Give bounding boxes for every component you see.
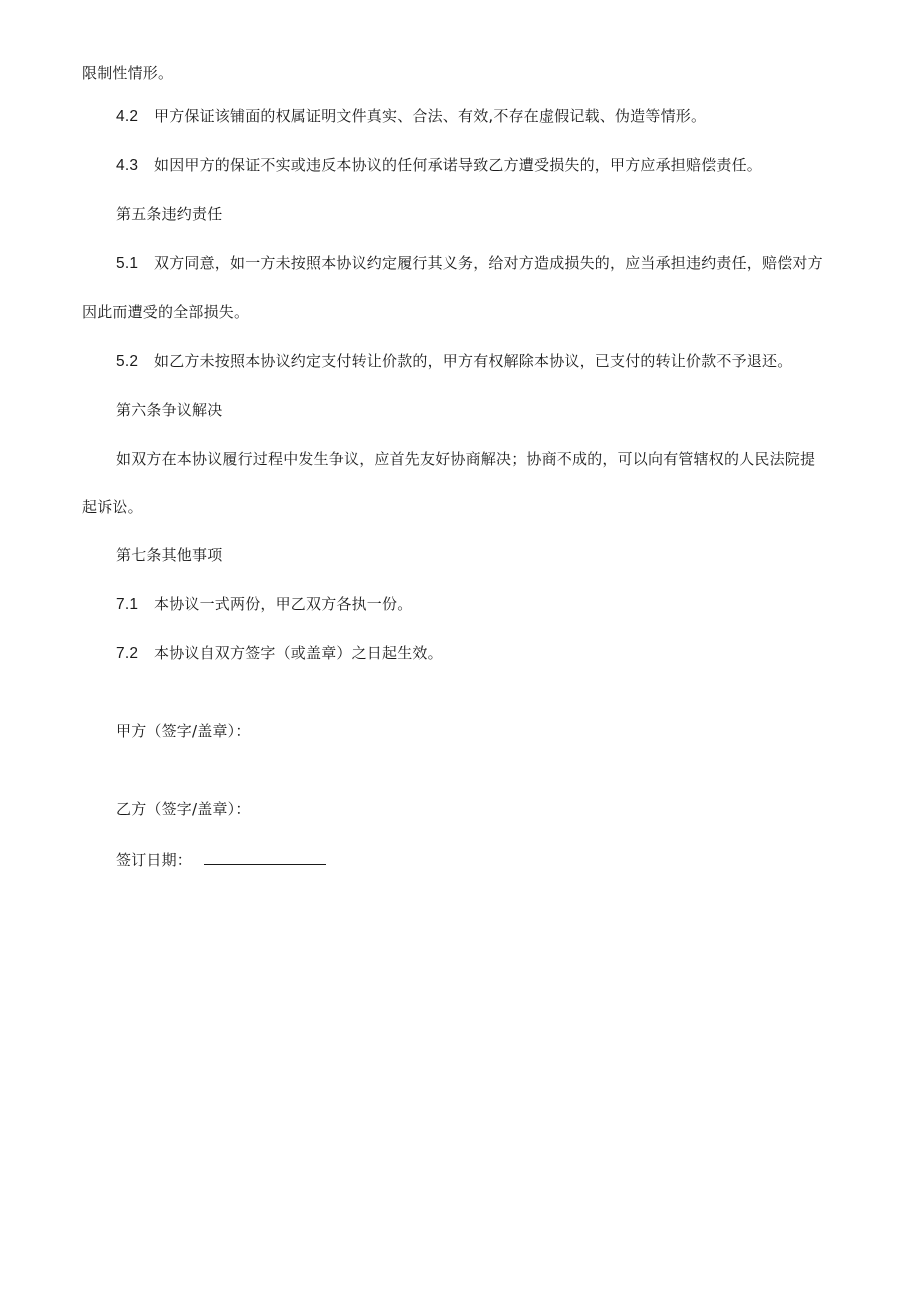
- clause-text: 如因甲方的保证不实或违反本协议的任何承诺导致乙方遭受损失的，甲方应承担赔偿责任。: [154, 156, 763, 174]
- article-title: 第七条其他事项: [116, 546, 223, 564]
- article-6-heading: [116, 400, 222, 420]
- article-6-text-continued: [82, 497, 143, 517]
- paragraph-text: 起诉讼。: [82, 498, 143, 516]
- clause-5-2: [116, 351, 792, 372]
- date-label: 签订日期：: [116, 851, 193, 869]
- clause-text: 如乙方未按照本协议约定支付转让价款的，甲方有权解除本协议，已支付的转让价款不予退还。: [154, 352, 793, 370]
- clause-number: 5.2: [116, 353, 139, 370]
- article-7-heading: [116, 545, 222, 565]
- clause-5-1-continued: [82, 302, 249, 322]
- clause-7-2: [116, 643, 443, 664]
- article-title: 第五条违约责任: [116, 205, 223, 223]
- signing-date: [116, 848, 326, 870]
- clause-text: 甲方保证该铺面的权属证明文件真实、合法、有效,不存在虚假记载、伪造等情形。: [154, 107, 707, 125]
- clause-number: 4.3: [116, 157, 139, 174]
- clause-number: 7.2: [116, 645, 139, 662]
- article-6-text: [116, 449, 815, 469]
- clause-7-1: [116, 594, 412, 615]
- clause-text: 因此而遭受的全部损失。: [82, 303, 250, 321]
- clause-text: 本协议自双方签字（或盖章）之日起生效。: [154, 644, 443, 662]
- party-b-signature: [116, 799, 251, 819]
- clause-5-1: [116, 253, 823, 274]
- clause-number: 5.1: [116, 255, 139, 272]
- paragraph-text: 如双方在本协议履行过程中发生争议，应首先友好协商解决；协商不成的，可以向有管辖权的人民法院提: [116, 450, 816, 468]
- clause-4-2: [116, 106, 706, 127]
- article-title: 第六条争议解决: [116, 401, 223, 419]
- paragraph-text: 限制性情形。: [82, 64, 174, 82]
- clause-4-3: [116, 155, 762, 176]
- signature-label: 甲方（签字/盖章）：: [116, 722, 251, 740]
- party-a-signature: [116, 721, 251, 741]
- clause-text: 双方同意，如一方未按照本协议约定履行其义务，给对方造成损失的，应当承担违约责任，赔偿对方: [154, 254, 823, 272]
- clause-text: 本协议一式两份，甲乙双方各执一份。: [154, 595, 413, 613]
- signature-label: 乙方（签字/盖章）：: [116, 800, 251, 818]
- continued-paragraph: [82, 63, 173, 83]
- date-blank-line[interactable]: [204, 848, 326, 865]
- clause-number: 4.2: [116, 108, 139, 125]
- article-5-heading: [116, 204, 222, 224]
- clause-number: 7.1: [116, 596, 139, 613]
